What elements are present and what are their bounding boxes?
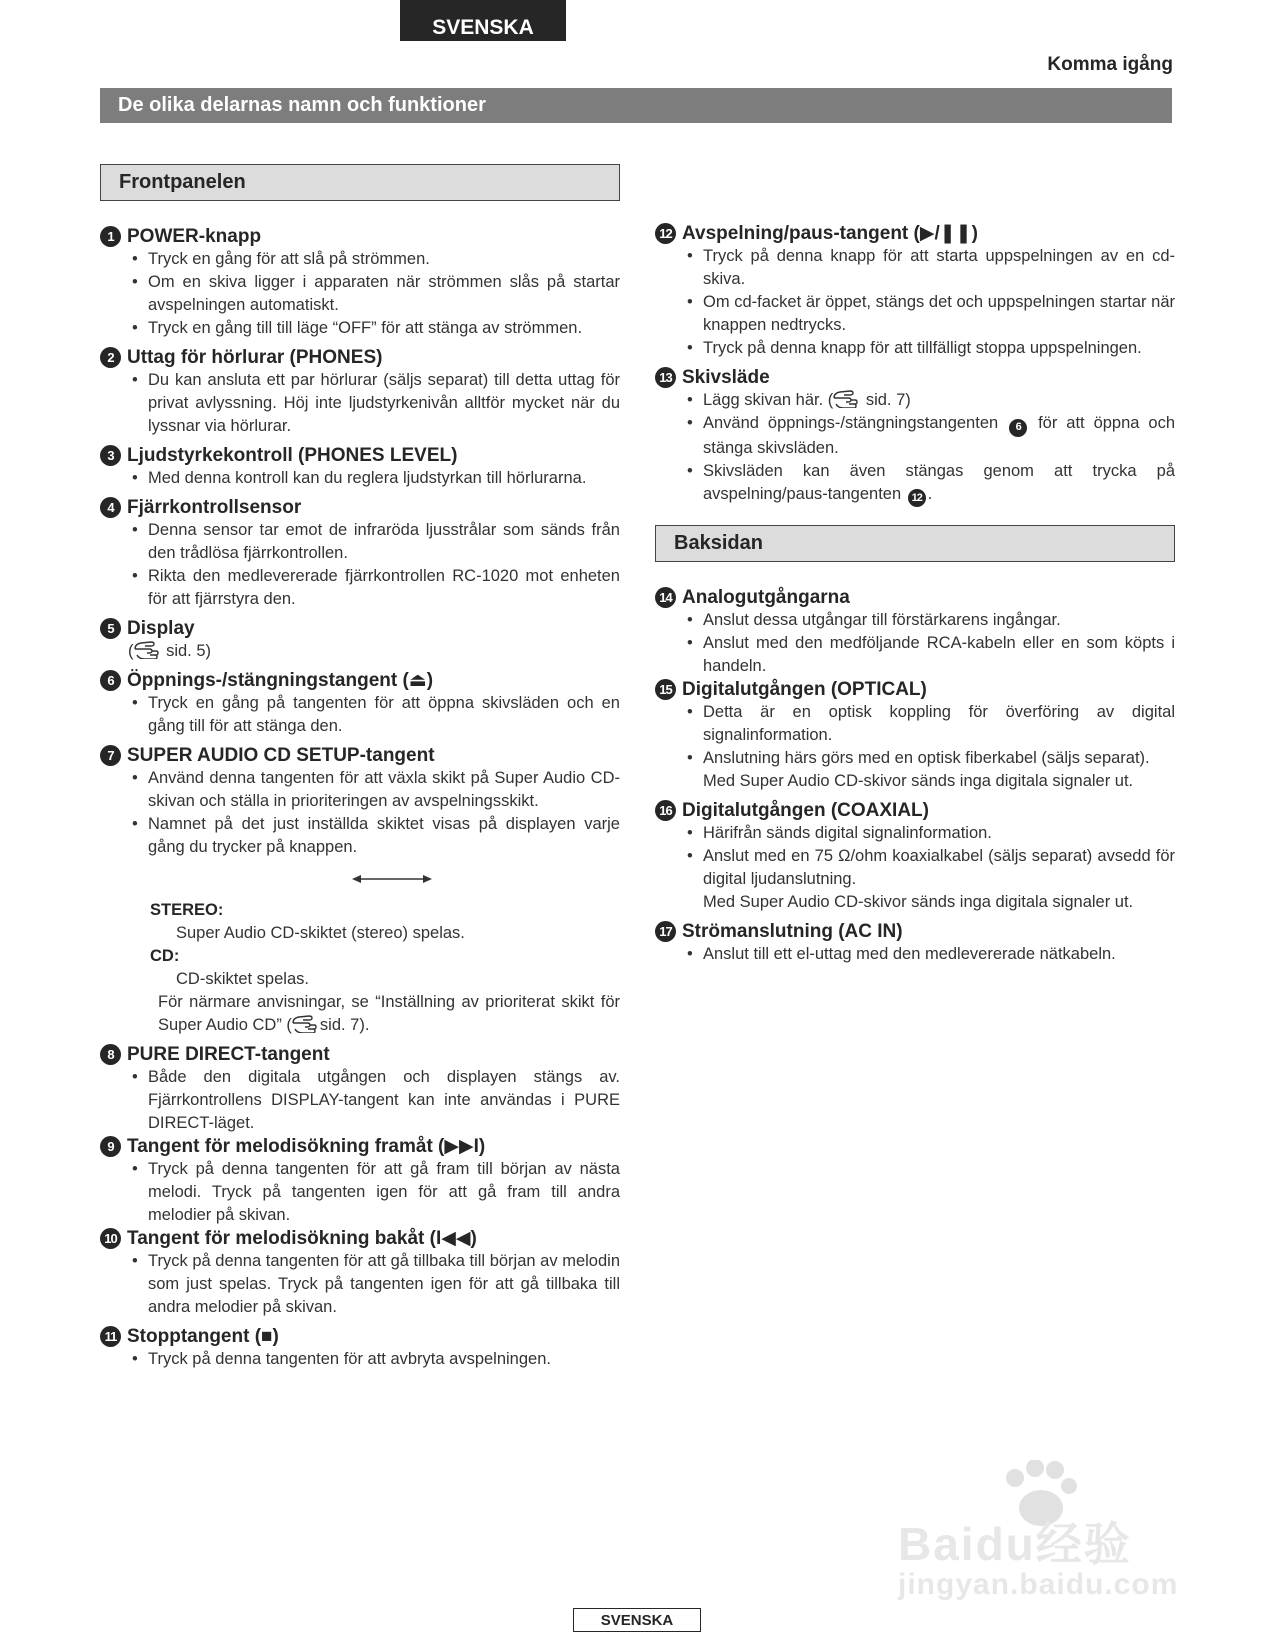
list-item: • Tryck en gång till till läge “OFF” för att stänga av strömmen. <box>128 317 620 340</box>
number-badge: 4 <box>100 497 121 518</box>
list-item: • Denna sensor tar emot de infraröda ljusstrålar som sänds från den trådlösa fjärrkontrollen. <box>128 519 620 565</box>
item-title: Öppnings-/stängningstangent ( <box>127 670 409 691</box>
list-item: • Skivsläden kan även stängas genom att trycka på avspelning/paus-tangenten 12 . <box>683 460 1175 508</box>
item-1 <box>100 225 620 340</box>
item-3 <box>100 444 620 490</box>
double-arrow-icon <box>352 873 432 885</box>
number-badge: 9 <box>100 1136 121 1157</box>
number-badge: 1 <box>100 226 121 247</box>
number-badge: 11 <box>100 1326 121 1347</box>
list-item: • Lägg skivan här. ( sid. 7) <box>683 389 1175 412</box>
play-pause-icon: ▶/❚❚ <box>919 223 972 244</box>
list-item: • Om en skiva ligger i apparaten när strömmen slås på startar avspelningen automatiskt. <box>128 271 620 317</box>
list-item: • Härifrån sänds digital signalinformation. <box>683 822 1175 845</box>
reference-line: ( sid. 5) <box>128 642 212 660</box>
list-item: • Om cd-facket är öppet, stängs det och uppspelningen startar när knappen nedtrycks. <box>683 291 1175 337</box>
footer-language-label: SVENSKA <box>573 1608 701 1632</box>
item-12 <box>655 222 1175 360</box>
language-tab: SVENSKA <box>400 0 566 41</box>
item-17 <box>655 920 1175 966</box>
right-column <box>655 222 1175 966</box>
item-title: Avspelning/paus-tangent ( <box>682 223 920 244</box>
watermark-url: jingyan.baidu.com <box>898 1568 1179 1601</box>
number-badge: 6 <box>100 670 121 691</box>
item-title: Display <box>127 618 195 639</box>
item-5 <box>100 617 620 663</box>
number-badge: 3 <box>100 445 121 466</box>
number-badge: 2 <box>100 347 121 368</box>
number-badge: 10 <box>100 1228 121 1249</box>
item-8 <box>100 1043 620 1135</box>
item-title: SUPER AUDIO CD SETUP-tangent <box>127 745 435 766</box>
list-item: • Anslutning härs görs med en optisk fiberkabel (säljs separat). <box>683 747 1175 770</box>
item-title-close: ) <box>470 1228 477 1249</box>
item-11 <box>100 1325 620 1371</box>
number-badge: 15 <box>655 679 676 700</box>
item-title: Ljudstyrkekontroll (PHONES LEVEL) <box>127 445 458 466</box>
extra-note: Med Super Audio CD-skivor sänds inga digitala signaler ut. <box>703 772 1134 790</box>
eject-icon: ⏏ <box>408 670 427 691</box>
stereo-text: Super Audio CD-skiktet (stereo) spelas. <box>176 924 465 942</box>
stereo-label: STEREO: <box>150 901 224 919</box>
list-item: • Med denna kontroll kan du reglera ljudstyrkan till hörlurarna. <box>128 467 620 490</box>
item-title: Skivsläde <box>682 367 770 388</box>
pointing-hand-icon <box>134 641 162 659</box>
item-16 <box>655 799 1175 914</box>
number-badge: 8 <box>100 1044 121 1065</box>
left-column <box>100 164 620 1371</box>
list-item: • Använd denna tangenten för att växla skikt på Super Audio CD-skivan och ställa in prioriteringen av avspelningsskikt. <box>128 767 620 813</box>
item-title: Uttag för hörlurar (PHONES) <box>127 347 383 368</box>
double-arrow <box>100 859 620 899</box>
item-6 <box>100 669 620 738</box>
list-item: • Anslut med den medföljande RCA-kabeln eller en som köpts i handeln. <box>683 632 1175 678</box>
list-item: • Tryck på denna tangenten för att gå fram till början av nästa melodi. Tryck på tangenten igen för att gå fram till andra melodier på skivan. <box>128 1158 620 1227</box>
list-item: • Tryck på denna tangenten för att avbryta avspelningen. <box>128 1348 620 1371</box>
number-badge: 7 <box>100 745 121 766</box>
list-item: • Tryck en gång för att slå på strömmen. <box>128 248 620 271</box>
list-item: • Du kan ansluta ett par hörlurar (säljs separat) till detta uttag för privat avlyssning. Höj inte ljudstyrkenivån alltför mycket när du lyssnar via hörlurar. <box>128 369 620 438</box>
list-item: • Tryck på denna tangenten för att gå tillbaka till början av melodin som just spelas. Tryck på tangenten igen för att gå tillbaka till andra melodier på skivan. <box>128 1250 620 1319</box>
list-item: • Anslut till ett el-uttag med den medlevererade nätkabeln. <box>683 943 1175 966</box>
number-badge: 12 <box>655 223 676 244</box>
item-title: Digitalutgången (OPTICAL) <box>682 679 927 700</box>
list-item: • Tryck en gång på tangenten för att öppna skivsläden och en gång till för att stänga den. <box>128 692 620 738</box>
pointing-hand-icon <box>833 390 861 408</box>
item-title: Digitalutgången (COAXIAL) <box>682 800 929 821</box>
watermark-brand: Baidu经验 <box>898 1518 1132 1570</box>
item-14 <box>655 586 1175 678</box>
number-badge: 14 <box>655 587 676 608</box>
number-badge: 16 <box>655 800 676 821</box>
page-title: De olika delarnas namn och funktioner <box>100 88 1172 123</box>
watermark <box>898 1460 1198 1610</box>
item-title: Analogutgångarna <box>682 587 850 608</box>
number-badge: 5 <box>100 618 121 639</box>
list-item: • Använd öppnings-/stängningstangenten 6 för att öppna och stänga skivsläden. <box>683 412 1175 460</box>
number-badge: 17 <box>655 921 676 942</box>
list-item: • Detta är en optisk koppling för överföring av digital signalinformation. <box>683 701 1175 747</box>
number-badge: 13 <box>655 367 676 388</box>
list-item: • Anslut med en 75 Ω/ohm koaxialkabel (säljs separat) avsedd för digital ljudanslutning. <box>683 845 1175 891</box>
section-frontpanel: Frontpanelen <box>100 164 620 201</box>
list-item: • Anslut dessa utgångar till förstärkarens ingångar. <box>683 609 1175 632</box>
list-item: • Namnet på det just inställda skiktet visas på displayen varje gång du trycker på knappen. <box>128 813 620 859</box>
item-title-close: ) <box>272 1326 279 1347</box>
note-text: För närmare anvisningar, se “Inställning av prioriterat skikt för Super Audio CD” ( sid. 7). <box>158 993 620 1034</box>
item-title: Tangent för melodisökning framåt ( <box>127 1136 445 1157</box>
cd-label: CD: <box>150 947 180 965</box>
item-15 <box>655 678 1175 793</box>
item-title-close: ) <box>478 1136 486 1157</box>
item-4 <box>100 496 620 611</box>
item-title-close: ) <box>426 670 434 691</box>
item-2 <box>100 346 620 438</box>
item-title: POWER-knapp <box>127 226 262 247</box>
list-item: • Tryck på denna knapp för att tillfälligt stoppa uppspelningen. <box>683 337 1175 360</box>
item-10 <box>100 1227 620 1319</box>
item-9 <box>100 1135 620 1227</box>
skip-forward-icon: ▶▶I <box>444 1136 479 1157</box>
item-title: Tangent för melodisökning bakåt ( <box>127 1228 436 1249</box>
list-item: • Tryck på denna knapp för att starta uppspelningen av en cd-skiva. <box>683 245 1175 291</box>
item-title: Fjärrkontrollsensor <box>127 497 302 518</box>
list-item: • Både den digitala utgången och displayen stängs av. Fjärrkontrollens DISPLAY-tangent kan inte användas i PURE DIRECT-läget. <box>128 1066 620 1135</box>
stop-icon: ■ <box>261 1326 273 1347</box>
number-badge: 12 <box>908 489 926 507</box>
item-title: Strömanslutning (AC IN) <box>682 921 903 942</box>
item-title: PURE DIRECT-tangent <box>127 1044 330 1065</box>
section-baksidan: Baksidan <box>655 525 1175 562</box>
number-badge: 6 <box>1009 419 1027 437</box>
item-title-close: ) <box>971 223 978 244</box>
item-13 <box>655 366 1175 507</box>
pointing-hand-icon <box>292 1015 320 1033</box>
skip-back-icon: I◀◀ <box>435 1228 471 1249</box>
running-head: Komma igång <box>1047 54 1173 75</box>
item-7 <box>100 744 620 1037</box>
cd-text: CD-skiktet spelas. <box>176 970 309 988</box>
list-item: • Rikta den medlevererade fjärrkontrollen RC-1020 mot enheten för att fjärrstyra den. <box>128 565 620 611</box>
extra-note: Med Super Audio CD-skivor sänds inga digitala signaler ut. <box>703 893 1134 911</box>
item-title: Stopptangent ( <box>127 1326 262 1347</box>
